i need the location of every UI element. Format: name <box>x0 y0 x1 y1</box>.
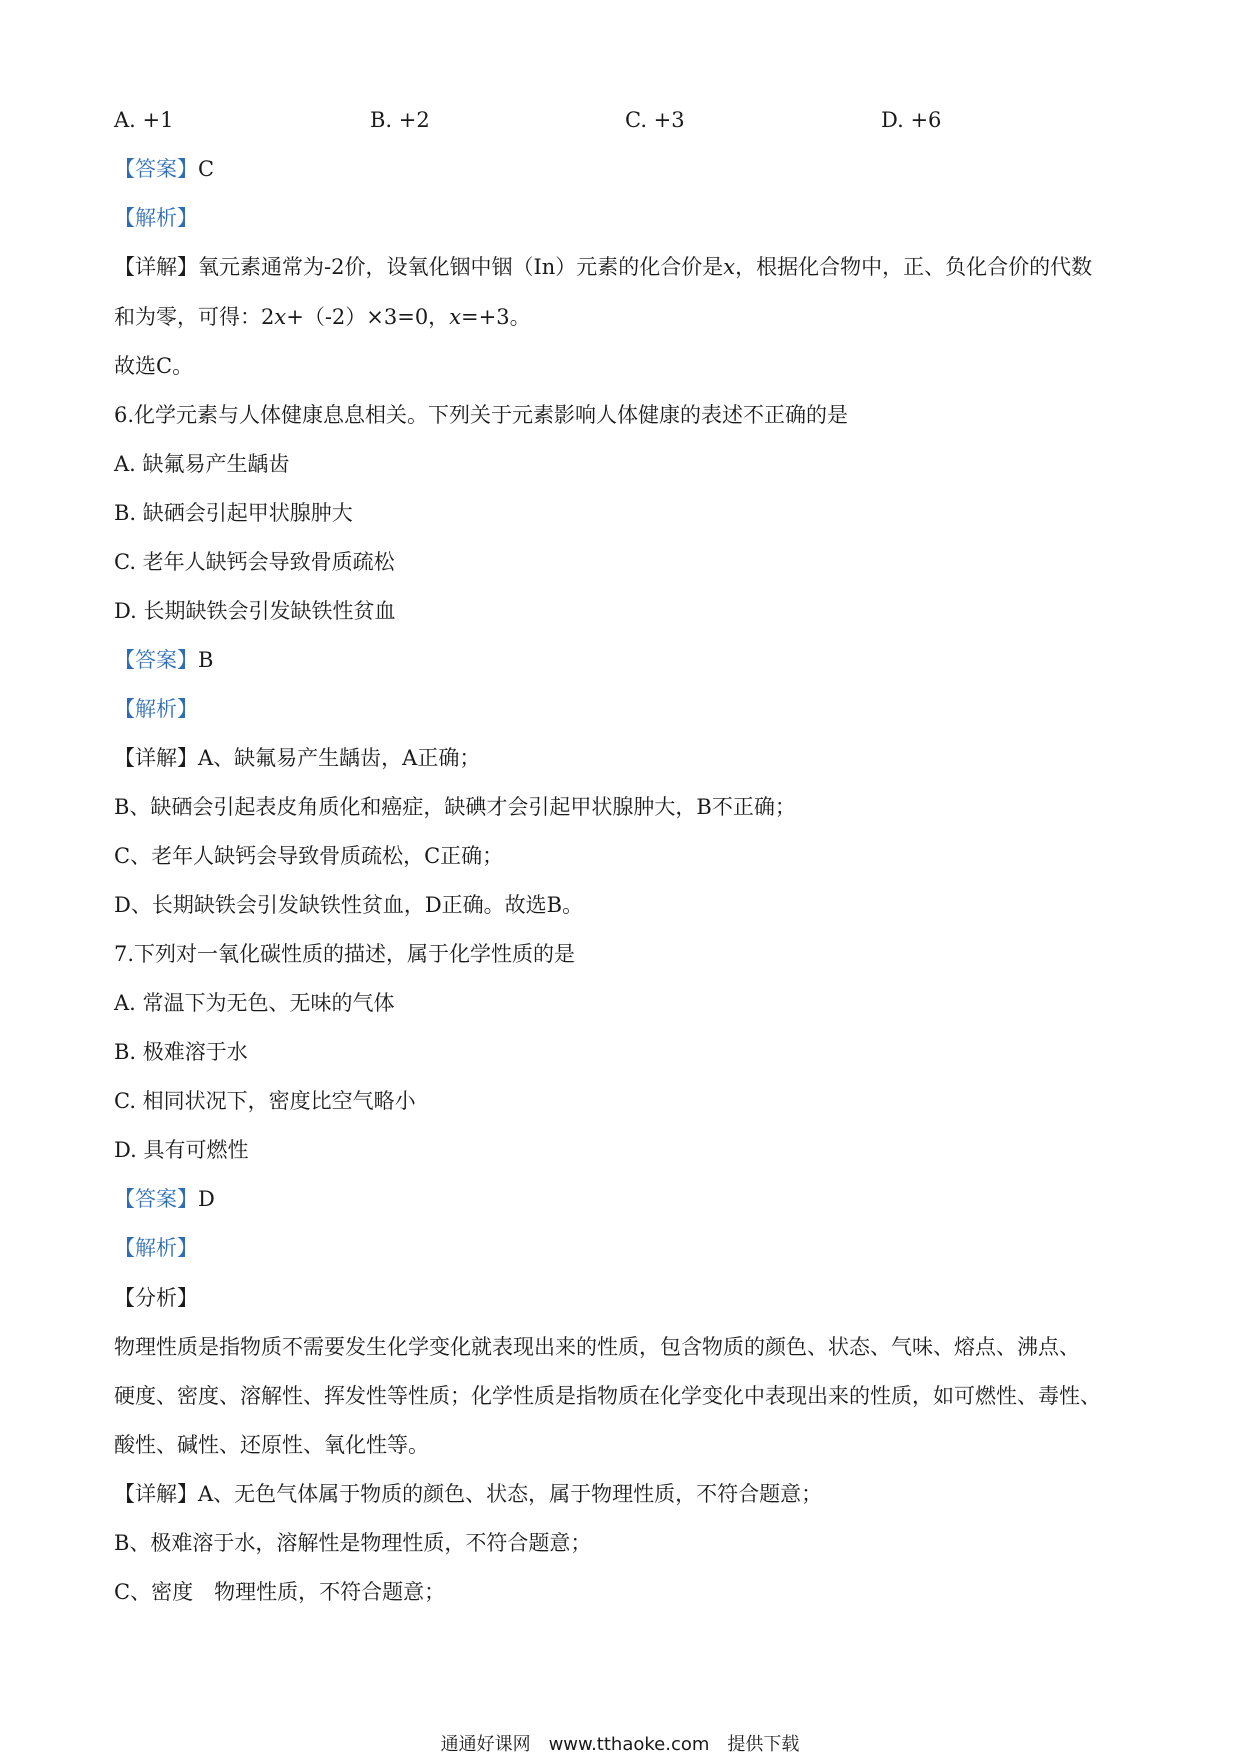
q7-option-b: B. 极难溶于水 <box>114 1040 248 1064</box>
answer-tag: 【答案】 <box>114 1187 198 1211</box>
q7-fenxi-heading: 【分析】 <box>114 1286 198 1310</box>
q6-analysis-heading <box>114 695 198 723</box>
page-footer: 通通好课网 www.tthaoke.com 提供下载 <box>440 1734 800 1755</box>
q6-stem: 6.化学元素与人体健康息息相关。下列关于元素影响人体健康的表述不正确的是 <box>114 403 849 427</box>
q5-detail-line-2 <box>114 303 531 331</box>
q7-detail-line-1 <box>114 1480 822 1508</box>
detail-text: =+3。 <box>461 305 531 329</box>
q7-option-c: C. 相同状况下，密度比空气略小 <box>114 1089 416 1113</box>
q5-conclusion: 故选C。 <box>114 354 194 378</box>
q6-detail-line-4: D、长期缺铁会引发缺铁性贫血，D正确。故选B。 <box>114 893 584 917</box>
q6-option-a: A. 缺氟易产生龋齿 <box>114 452 290 476</box>
detail-tag: 【详解】 <box>114 1482 198 1506</box>
q7-answer <box>114 1185 215 1213</box>
detail-text: A、无色气体属于物质的颜色、状态，属于物理性质，不符合题意； <box>198 1482 823 1506</box>
q7-option-a: A. 常温下为无色、无味的气体 <box>114 991 395 1015</box>
variable-x: x <box>274 305 287 329</box>
answer-tag: 【答案】 <box>114 157 198 181</box>
answer-tag: 【答案】 <box>114 648 198 672</box>
q6-detail-line-3: C、老年人缺钙会导致骨质疏松，C正确； <box>114 844 504 868</box>
q7-detail-line-2: B、极难溶于水，溶解性是物理性质，不符合题意； <box>114 1531 592 1555</box>
q5-analysis-heading <box>114 204 198 232</box>
variable-x: x <box>449 305 462 329</box>
answer-value: D <box>198 1187 215 1211</box>
q7-fenxi-line-1: 物理性质是指物质不需要发生化学变化就表现出来的性质，包含物质的颜色、状态、气味、熔点、沸点、 <box>114 1335 1080 1359</box>
analysis-tag: 【解析】 <box>114 1236 198 1260</box>
q7-stem: 7.下列对一氧化碳性质的描述，属于化学性质的是 <box>114 942 576 966</box>
q5-answer <box>114 155 214 183</box>
variable-x: x <box>723 255 736 279</box>
q6-detail-line-1 <box>114 744 480 772</box>
q5-options-row <box>114 106 1014 134</box>
q7-analysis-heading <box>114 1234 198 1262</box>
detail-text: A、缺氟易产生龋齿，A正确； <box>198 746 481 770</box>
q6-answer <box>114 646 213 674</box>
answer-value: B <box>198 648 214 672</box>
detail-tag: 【详解】 <box>114 746 198 770</box>
q6-option-d: D. 长期缺铁会引发缺铁性贫血 <box>114 599 396 623</box>
answer-value: C <box>198 157 215 181</box>
detail-text: +（-2）×3=0， <box>286 305 450 329</box>
q7-fenxi-line-3: 酸性、碱性、还原性、氧化性等。 <box>114 1433 429 1457</box>
q5-detail-line-1 <box>114 253 1092 281</box>
q6-option-b: B. 缺硒会引起甲状腺肿大 <box>114 501 353 525</box>
detail-tag: 【详解】 <box>114 255 198 279</box>
q7-detail-line-3: C、密度 物理性质，不符合题意； <box>114 1580 446 1604</box>
detail-text: 和为零，可得：2 <box>114 305 275 329</box>
q7-option-d: D. 具有可燃性 <box>114 1138 249 1162</box>
q7-fenxi-line-2: 硬度、密度、溶解性、挥发性等性质；化学性质是指物质在化学变化中表现出来的性质，如可燃性、毒性、 <box>114 1384 1101 1408</box>
q5-option-c: C. +3 <box>625 108 685 132</box>
q5-option-b: B. +2 <box>370 108 430 132</box>
q5-option-d: D. +6 <box>881 108 942 132</box>
analysis-tag: 【解析】 <box>114 697 198 721</box>
q6-detail-line-2: B、缺硒会引起表皮角质化和癌症，缺碘才会引起甲状腺肿大，B不正确； <box>114 795 796 819</box>
detail-text: 氧元素通常为-2价，设氧化铟中铟（In）元素的化合价是 <box>198 255 724 279</box>
detail-text: ，根据化合物中，正、负化合价的代数 <box>735 255 1093 279</box>
q5-option-a: A. +1 <box>114 108 174 132</box>
analysis-tag: 【解析】 <box>114 206 198 230</box>
q6-option-c: C. 老年人缺钙会导致骨质疏松 <box>114 550 395 574</box>
